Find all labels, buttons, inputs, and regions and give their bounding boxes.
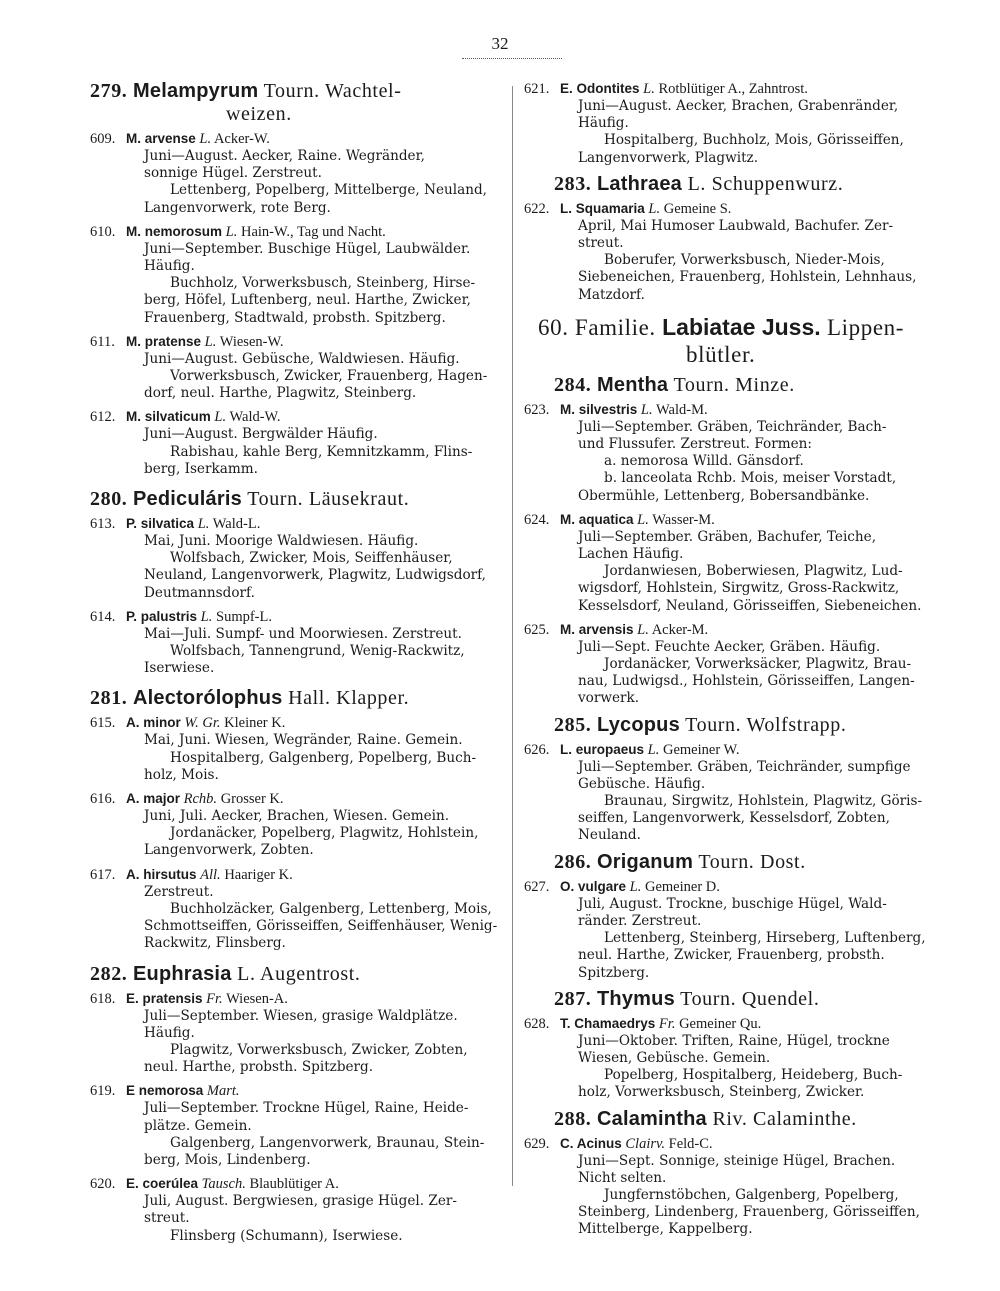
header-rule: [462, 58, 562, 59]
species-number: 627.: [524, 878, 550, 895]
entry-line: Juni—Oktober. Triften, Raine, Hügel, trockne: [578, 1032, 890, 1049]
species-number: 614.: [90, 608, 116, 625]
entry-line: Iserwiese.: [144, 660, 215, 677]
species-vernacular: Wald-W.: [229, 409, 281, 426]
entry-line: Langenvorwerk, rote Berg.: [144, 199, 331, 216]
genus-heading-284: [524, 374, 960, 397]
entry-line: neul. Harthe, probsth. Spitzberg.: [144, 1059, 374, 1076]
genus-heading-279: [90, 80, 502, 126]
species-vernacular: Acker-M.: [651, 621, 709, 638]
genus-number: 285.: [554, 713, 592, 736]
species-author: L.: [648, 200, 661, 217]
genus-name: Lycopus: [597, 713, 680, 736]
entry-line: Obermühle, Lettenberg, Bobersandbänke.: [578, 487, 870, 504]
entry-line: holz, Mois.: [144, 766, 219, 783]
entry-line: Vorwerksbusch, Zwicker, Frauenberg, Hagen-: [170, 368, 488, 385]
species-entry-619: [90, 1082, 502, 1169]
species-vernacular: Kleiner K.: [224, 715, 286, 732]
entry-line: Lachen Häufig.: [578, 546, 684, 563]
entry-line: Frauenberg, Stadtwald, probsth. Spitzberg.: [144, 309, 446, 326]
species-name: L. europaeus: [560, 741, 645, 757]
page-number: 32: [491, 34, 509, 53]
species-vernacular: Acker-W.: [213, 131, 270, 147]
genus-number: 284.: [554, 373, 592, 396]
entry-line: a. nemorosa Willd. Gänsdorf.: [604, 453, 804, 470]
genus-vernacular: Wolfstrapp.: [746, 713, 847, 736]
species-author: L.: [629, 878, 642, 895]
species-entry-612: [90, 408, 502, 478]
species-author: L.: [214, 409, 227, 426]
species-name: L. Squamaria: [560, 200, 645, 216]
species-vernacular: Hain-W., Tag und Nacht.: [240, 223, 386, 240]
species-number: 626.: [524, 741, 550, 758]
entry-line: Wiesen, Gebüsche. Gemein.: [578, 1049, 771, 1066]
entry-line: vorwerk.: [578, 690, 640, 707]
entry-line: Häufig.: [144, 258, 195, 275]
genus-number: 281.: [90, 687, 128, 710]
genus-vernacular: Minze.: [735, 373, 795, 396]
species-author: All.: [200, 866, 221, 883]
entry-line: Juni—August. Bergwälder Häufig.: [144, 426, 378, 443]
species-name: T. Chamaedrys: [560, 1015, 656, 1031]
species-vernacular: Sumpf-L.: [216, 608, 272, 625]
genus-name: Lathraea: [597, 172, 682, 195]
entry-line: Braunau, Sirgwitz, Hohlstein, Plagwitz, Göris-: [604, 793, 923, 810]
species-entry-620: [90, 1175, 502, 1245]
genus-author: Tourn.: [673, 373, 730, 396]
species-number: 622.: [524, 200, 550, 217]
species-author: L.: [637, 511, 649, 528]
entry-line: sonnige Hügel. Zerstreut.: [144, 165, 322, 182]
family-label: Familie.: [574, 314, 656, 340]
family-vernacular-cont: blütler.: [686, 341, 756, 367]
genus-number: 288.: [554, 1107, 592, 1130]
entry-line: berg, Iserkamm.: [144, 460, 258, 477]
genus-number: 283.: [554, 172, 592, 195]
family-name: Labiatae Juss.: [662, 313, 821, 340]
species-name: C. Acinus: [560, 1135, 622, 1151]
column-divider: [512, 86, 513, 1186]
entry-line: Hospitalberg, Galgenberg, Popelberg, Buch-: [170, 749, 477, 766]
genus-name: Alectorólophus: [133, 687, 283, 710]
entry-line: Mai, Juni. Moorige Waldwiesen. Häufig.: [144, 533, 419, 550]
species-author: L.: [197, 516, 210, 533]
entry-line: Buchholzäcker, Galgenberg, Lettenberg, Mois,: [170, 900, 492, 917]
entry-line: Juli—September. Wiesen, grasige Waldplätze.: [144, 1007, 458, 1024]
species-number: 625.: [524, 621, 550, 638]
entry-line: Mittelberge, Kappelberg.: [578, 1221, 753, 1238]
entry-line: Plagwitz, Vorwerksbusch, Zwicker, Zobten,: [170, 1041, 468, 1058]
species-vernacular: Wald-L.: [212, 516, 261, 533]
species-number: 610.: [90, 223, 116, 240]
species-vernacular: Wiesen-A.: [226, 990, 288, 1007]
species-author: Mart.: [206, 1083, 240, 1100]
genus-vernacular: Quendel.: [741, 987, 820, 1010]
entry-line: Lettenberg, Popelberg, Mittelberge, Neuland,: [170, 182, 487, 199]
entry-line: April, Mai Humoser Laubwald, Bachufer. Zer-: [578, 217, 894, 234]
entry-line: berg, Mois, Lindenberg.: [144, 1151, 311, 1168]
entry-line: Neuland.: [578, 827, 641, 844]
entry-line: Mai, Juni. Wiesen, Wegränder, Raine. Gemein.: [144, 732, 463, 749]
entry-line: Juli—September. Trockne Hügel, Raine, Heide-: [144, 1100, 469, 1117]
entry-line: berg, Höfel, Luftenberg, neul. Harthe, Zwicker,: [144, 292, 471, 309]
entry-line: Spitzberg.: [578, 964, 650, 981]
species-entry-610: [90, 223, 502, 327]
species-name: A. hirsutus: [126, 866, 197, 882]
genus-number: 286.: [554, 850, 592, 873]
species-number: 611.: [90, 333, 115, 350]
genus-name: Thymus: [597, 987, 675, 1010]
species-entry-623: [524, 401, 960, 505]
species-name: M. arvense: [126, 131, 196, 146]
entry-line: streut.: [144, 1210, 190, 1227]
entry-line: streut.: [578, 235, 624, 252]
species-name: M. silvestris: [560, 401, 638, 417]
entry-line: Juni—August. Gebüsche, Waldwiesen. Häufig.: [144, 350, 460, 367]
family-vernacular: Lippen-: [827, 314, 905, 340]
family-number: 60.: [538, 314, 569, 340]
species-name: O. vulgare: [560, 878, 627, 894]
entry-line: seiffen, Langenvorwerk, Kesselsdorf, Zobten,: [578, 810, 890, 827]
entry-line: Juni—August. Aecker, Brachen, Grabenränder,: [578, 98, 899, 114]
species-entry-628: [524, 1015, 960, 1102]
genus-vernacular: Wachtel-: [324, 80, 402, 102]
genus-heading-287: [524, 988, 960, 1011]
species-entry-618: [90, 990, 502, 1077]
species-number: 615.: [90, 715, 116, 732]
entry-line: Zerstreut.: [144, 883, 214, 900]
species-number: 612.: [90, 409, 116, 426]
species-vernacular: Wiesen-W.: [219, 333, 284, 350]
species-author: L.: [204, 333, 217, 350]
entry-line: b. lanceolata Rchb. Mois, meiser Vorstadt,: [604, 470, 897, 487]
genus-heading-280: [90, 488, 502, 511]
species-name: M. pratense: [126, 333, 202, 349]
genus-name: Pediculáris: [133, 488, 242, 511]
entry-line: Boberufer, Vorwerksbusch, Nieder-Mois,: [604, 252, 885, 269]
species-name: M. nemorosum: [126, 223, 223, 239]
genus-author: Tourn.: [698, 850, 755, 873]
species-vernacular: Grosser K.: [220, 791, 284, 808]
entry-line: Jungfernstöbchen, Galgenberg, Popelberg,: [604, 1186, 899, 1203]
entry-line: Nicht selten.: [578, 1169, 667, 1186]
entry-line: dorf, neul. Harthe, Plagwitz, Steinberg.: [144, 385, 417, 402]
species-vernacular: Wasser-M.: [652, 511, 715, 528]
species-number: 609.: [90, 131, 116, 147]
species-entry-629: [524, 1135, 960, 1239]
species-name: P. silvatica: [126, 516, 195, 532]
species-author: L.: [640, 401, 653, 418]
species-name: A. minor: [126, 715, 181, 731]
entry-line: Juni—August. Aecker, Raine. Wegränder,: [144, 148, 425, 164]
entry-line: Kesselsdorf, Neuland, Görisseiffen, Siebeneichen.: [578, 597, 922, 614]
entry-line: Juli—September. Gräben, Teichränder, Bach-: [578, 418, 887, 435]
entry-line: Lettenberg, Steinberg, Hirseberg, Luftenberg,: [604, 930, 926, 947]
species-author: L.: [637, 621, 649, 638]
genus-author: Riv.: [712, 1107, 748, 1130]
species-entry-617: [90, 866, 502, 953]
entry-line: Rackwitz, Flinsberg.: [144, 935, 286, 952]
genus-heading-286: [524, 851, 960, 874]
entry-line: Juli, August. Trockne, buschige Hügel, Wald-: [578, 895, 887, 912]
entry-line: plätze. Gemein.: [144, 1117, 252, 1134]
species-author: L.: [199, 131, 212, 147]
species-number: 623.: [524, 401, 550, 418]
species-name: M. arvensis: [560, 621, 634, 637]
right-column: [524, 80, 960, 1245]
species-entry-614: [90, 608, 502, 678]
species-vernacular: Gemeiner Qu.: [679, 1015, 762, 1032]
species-number: 629.: [524, 1135, 550, 1152]
entry-line: Wolfsbach, Tannengrund, Wenig-Rackwitz,: [170, 643, 465, 660]
entry-line: Häufig.: [144, 1024, 195, 1041]
species-entry-611: [90, 333, 502, 403]
species-author: L.: [647, 741, 660, 758]
species-entry-627: [524, 878, 960, 982]
entry-line: Mai—Juli. Sumpf- und Moorwiesen. Zerstreut.: [144, 625, 462, 642]
species-entry-609: [90, 130, 502, 217]
entry-line: Häufig.: [578, 115, 629, 132]
genus-name: Euphrasia: [133, 962, 232, 985]
species-name: E. coerúlea: [126, 1176, 199, 1192]
species-entry-613: [90, 515, 502, 602]
species-author: Clairv.: [625, 1135, 665, 1152]
entry-line: und Flussufer. Zerstreut. Formen:: [578, 436, 812, 453]
genus-vernacular: Dost.: [760, 850, 806, 873]
species-name: A. major: [126, 791, 181, 807]
entry-line: Steinberg, Lindenberg, Frauenberg, Görisseiffen,: [578, 1204, 920, 1221]
species-name: E. Odontites: [560, 81, 640, 96]
entry-line: Rabishau, kahle Berg, Kemnitzkamm, Flins-: [170, 443, 473, 460]
species-vernacular: Gemeiner D.: [644, 878, 720, 895]
entry-line: Flinsberg (Schumann), Iserwiese.: [170, 1227, 403, 1244]
genus-name: Calamintha: [597, 1107, 707, 1130]
species-number: 628.: [524, 1015, 550, 1032]
species-name: E. pratensis: [126, 990, 203, 1006]
species-number: 617.: [90, 866, 116, 883]
species-author: L.: [225, 223, 238, 240]
entry-line: wigsdorf, Hohlstein, Sirgwitz, Gross-Rackwitz,: [578, 580, 900, 597]
species-vernacular: Blaublütiger A.: [249, 1176, 339, 1193]
species-entry-626: [524, 741, 960, 845]
entry-line: Juli—September. Gräben, Bachufer, Teiche,: [578, 528, 877, 545]
species-number: 613.: [90, 516, 116, 533]
species-name: E nemorosa: [126, 1083, 204, 1099]
species-vernacular: Rotblütiger A., Zahntrost.: [658, 81, 808, 97]
entry-line: Wolfsbach, Zwicker, Mois, Seiffenhäuser,: [170, 550, 453, 567]
genus-author: L.: [237, 962, 256, 985]
entry-line: Popelberg, Hospitalberg, Heideberg, Buch-: [604, 1067, 903, 1084]
entry-line: Juni, Juli. Aecker, Brachen, Wiesen. Gemein.: [144, 808, 450, 825]
entry-line: neul. Harthe, Zwicker, Frauenberg, probsth.: [578, 947, 885, 964]
entry-line: Juni—September. Buschige Hügel, Laubwälder.: [144, 240, 471, 257]
genus-vernacular: Augentrost.: [260, 962, 361, 985]
genus-number: 282.: [90, 962, 128, 985]
genus-name: Melampyrum: [133, 80, 259, 102]
species-author: Rchb.: [183, 791, 218, 808]
genus-author: Tourn.: [680, 987, 737, 1010]
genus-vernacular-cont: weizen.: [226, 103, 292, 125]
entry-line: Matzdorf.: [578, 286, 645, 303]
species-number: 618.: [90, 990, 116, 1007]
genus-heading-281: [90, 687, 502, 710]
species-author: W. Gr.: [184, 715, 221, 732]
species-entry-625: [524, 621, 960, 708]
species-vernacular: Haariger K.: [224, 866, 293, 883]
entry-line: Langenvorwerk, Plagwitz.: [578, 149, 759, 166]
family-heading: [524, 314, 960, 368]
genus-name: Origanum: [597, 850, 694, 873]
species-entry-615: [90, 714, 502, 784]
species-author: L.: [643, 81, 655, 97]
species-vernacular: Wald-M.: [656, 401, 708, 418]
entry-line: Siebeneichen, Frauenberg, Hohlstein, Lehnhaus,: [578, 269, 917, 286]
species-author: L.: [200, 608, 213, 625]
genus-number: 287.: [554, 987, 592, 1010]
entry-line: Neuland, Langenvorwerk, Plagwitz, Ludwigsdorf,: [144, 567, 487, 584]
entry-line: Buchholz, Vorwerksbusch, Steinberg, Hirse-: [170, 275, 476, 292]
entry-line: ränder. Zerstreut.: [578, 912, 702, 929]
genus-author: Tourn.: [247, 488, 304, 511]
genus-vernacular: Läusekraut.: [308, 488, 410, 511]
entry-line: Schmottseiffen, Görisseiffen, Seiffenhäuser, Wenig-: [144, 918, 498, 935]
entry-line: Jordanäcker, Popelberg, Plagwitz, Hohlstein,: [170, 825, 479, 842]
genus-author: L.: [687, 172, 707, 195]
entry-line: Langenvorwerk, Zobten.: [144, 842, 314, 859]
entry-line: nau, Ludwigsd., Hohlstein, Görisseiffen, Langen-: [578, 673, 915, 690]
species-entry-622: [524, 200, 960, 304]
entry-line: holz, Vorwerksbusch, Steinberg, Zwicker.: [578, 1084, 865, 1101]
genus-heading-283: [524, 173, 960, 196]
genus-heading-288: [524, 1108, 960, 1131]
species-number: 616.: [90, 791, 116, 808]
entry-line: Juli—Sept. Feuchte Aecker, Gräben. Häufig.: [578, 638, 881, 655]
genus-vernacular: Klapper.: [336, 687, 410, 710]
entry-line: Juni—Sept. Sonnige, steinige Hügel, Brachen.: [578, 1152, 896, 1169]
species-number: 621.: [524, 81, 550, 97]
species-author: Fr.: [658, 1015, 676, 1032]
species-vernacular: Gemeiner W.: [662, 741, 740, 758]
left-column: [90, 80, 502, 1251]
species-entry-616: [90, 790, 502, 860]
species-number: 619.: [90, 1083, 116, 1100]
species-number: 620.: [90, 1176, 116, 1193]
genus-number: 279.: [90, 80, 128, 102]
genus-author: Hall.: [288, 687, 331, 710]
entry-line: Juli—September. Gräben, Teichränder, sumpfige: [578, 758, 911, 775]
species-number: 624.: [524, 511, 550, 528]
genus-vernacular: Calaminthe.: [753, 1107, 857, 1130]
species-name: M. silvaticum: [126, 409, 211, 425]
entry-line: Jordanäcker, Vorwerksäcker, Plagwitz, Brau-: [604, 656, 912, 673]
genus-heading-285: [524, 714, 960, 737]
species-vernacular: Feld-C.: [668, 1135, 713, 1152]
genus-vernacular: Schuppenwurz.: [711, 172, 844, 195]
genus-name: Mentha: [597, 373, 669, 396]
entry-line: Deutmannsdorf.: [144, 584, 255, 601]
entry-line: Juli, August. Bergwiesen, grasige Hügel. Zer-: [144, 1193, 457, 1210]
species-entry-624: [524, 511, 960, 615]
entry-line: Hospitalberg, Buchholz, Mois, Görisseiffen,: [604, 132, 904, 149]
species-vernacular: Gemeine S.: [663, 200, 732, 217]
entry-line: Galgenberg, Langenvorwerk, Braunau, Stein-: [170, 1134, 485, 1151]
species-author: Fr.: [206, 990, 223, 1007]
entry-line: Jordanwiesen, Boberwiesen, Plagwitz, Lud-: [604, 563, 903, 580]
species-entry-621: [524, 80, 960, 167]
genus-number: 280.: [90, 488, 128, 511]
species-name: M. aquatica: [560, 511, 634, 527]
genus-heading-282: [90, 963, 502, 986]
genus-author: Tourn.: [685, 713, 742, 736]
species-author: Tausch.: [201, 1176, 246, 1193]
entry-line: Gebüsche. Häufig.: [578, 775, 706, 792]
species-name: P. palustris: [126, 608, 198, 624]
genus-author: Tourn.: [263, 80, 320, 102]
